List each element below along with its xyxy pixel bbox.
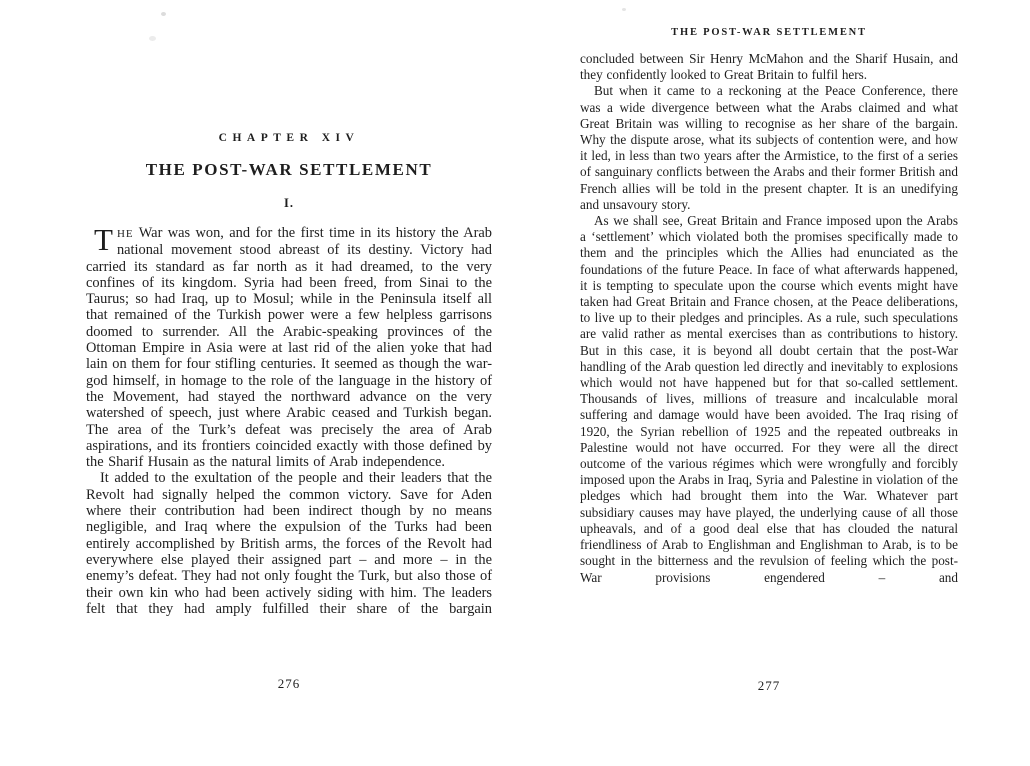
- paragraph-text: War was won, and for the first time in its history the Arab national movement stood abreast of its destiny. Victory had carried its standard as far north as it had dreamed, to the very confines of its kingdom. Syria had been freed, from Sinai to the Taurus; so had Iraq, up to Mosul; while in the Peninsula itself all that remained of the Turkish power were a few helpless garrisons doomed to surrender. All the Arabic-speaking provinces of the Ottoman Empire in Asia were at last rid of the alien yoke that had lain on them for four stifling centuries. It seemed as though the war-god himself, in homage to the role of the language in the history of the Movement, had stayed the northward advance on the very watershed of speech, just where Arabic ceased and Turkish began. The area of the Turk’s defeat was precisely the area of Arab aspirations, and its frontiers coincided exactly with those defined by the Sharif Husain as the natural limits of Arab independence.: [86, 225, 492, 471]
- scan-speck: [161, 12, 166, 16]
- left-page-body: [86, 222, 492, 617]
- right-page: [580, 27, 958, 586]
- running-head: THE POST-WAR SETTLEMENT: [671, 27, 867, 38]
- scan-speck: [622, 8, 626, 11]
- scan-speck: [149, 36, 156, 41]
- left-page: [86, 132, 492, 617]
- drop-cap: T: [94, 222, 113, 257]
- right-page-body: [580, 51, 958, 586]
- chapter-title: THE POST-WAR SETTLEMENT: [145, 160, 433, 179]
- drop-cap-rest: HE: [116, 228, 134, 240]
- section-number: I.: [284, 196, 294, 210]
- page-number-right: 277: [757, 678, 781, 693]
- paragraph: concluded between Sir Henry McMahon and the Sharif Husain, and they confidently looked to Great Britain to fulfil hers.: [580, 51, 958, 83]
- paragraph: [86, 222, 492, 471]
- paragraph: As we shall see, Great Britain and France imposed upon the Arabs a ‘settlement’ which violated both the promises specifically made to them and the principles which the Allies had enunciated as the foundations of the future Peace. In face of what afterwards happened, it is tempting to speculate upon the course which events might have taken had Great Britain and France chosen, at the Peace deliberations, to live up to their pledges and principles. As a rule, such speculations are valid rather as mental exercises than as contributions to history. But in this case, it is beyond all doubt certain that the post-War handling of the Arab question led directly and inevitably to explosions which would not have happened but for that so-called settlement. Thousands of lives, millions of treasure and incalculable moral suffering and damage would have been avoided. The Iraq rising of 1920, the Syrian rebellion of 1925 and the repeated outbreaks in Palestine would not have occurred. For they were all the direct outcome of the various régimes which were wrongfully and forcibly imposed upon the Arabs in Iraq, Syria and Palestine in violation of the pledges which had brought them into the War. Whatever part subsidiary causes may have played, the underlying cause of all those upheavals, and of a good deal else that has clouded the natural friendliness of Arab to Englishman and Englishman to Arab, is to be sought in the bitterness and the revulsion of feeling which the post-War provisions engendered – and: [580, 213, 958, 585]
- paragraph: But when it came to a reckoning at the Peace Conference, there was a wide divergence between what the Arabs claimed and what Great Britain was willing to recognise as her share of the bargain. Why the dispute arose, what its subjects of contention were, and how it led, in less than two years after the Armistice, to the first of a series of sanguinary conflicts between the Arabs and their former British and French allies will be told in the present chapter. It is an unedifying and unsavoury story.: [580, 83, 958, 212]
- paragraph: It added to the exultation of the people and their leaders that the Revolt had signally helped the common victory. Save for Aden where their contribution had been indirect though by no means negligible, and Iraq where the expulsion of the Turks had been entirely accomplished by British arms, the forces of the Revolt had everywhere else played their assigned part – and more – in the enemy’s defeat. They had not only fought the Turk, but also those of their own kin who had been actively siding with him. The leaders felt that they had amply fulfilled their share of the bargain: [86, 470, 492, 617]
- page-number-left: 276: [277, 676, 301, 691]
- chapter-label: CHAPTER XIV: [218, 132, 360, 144]
